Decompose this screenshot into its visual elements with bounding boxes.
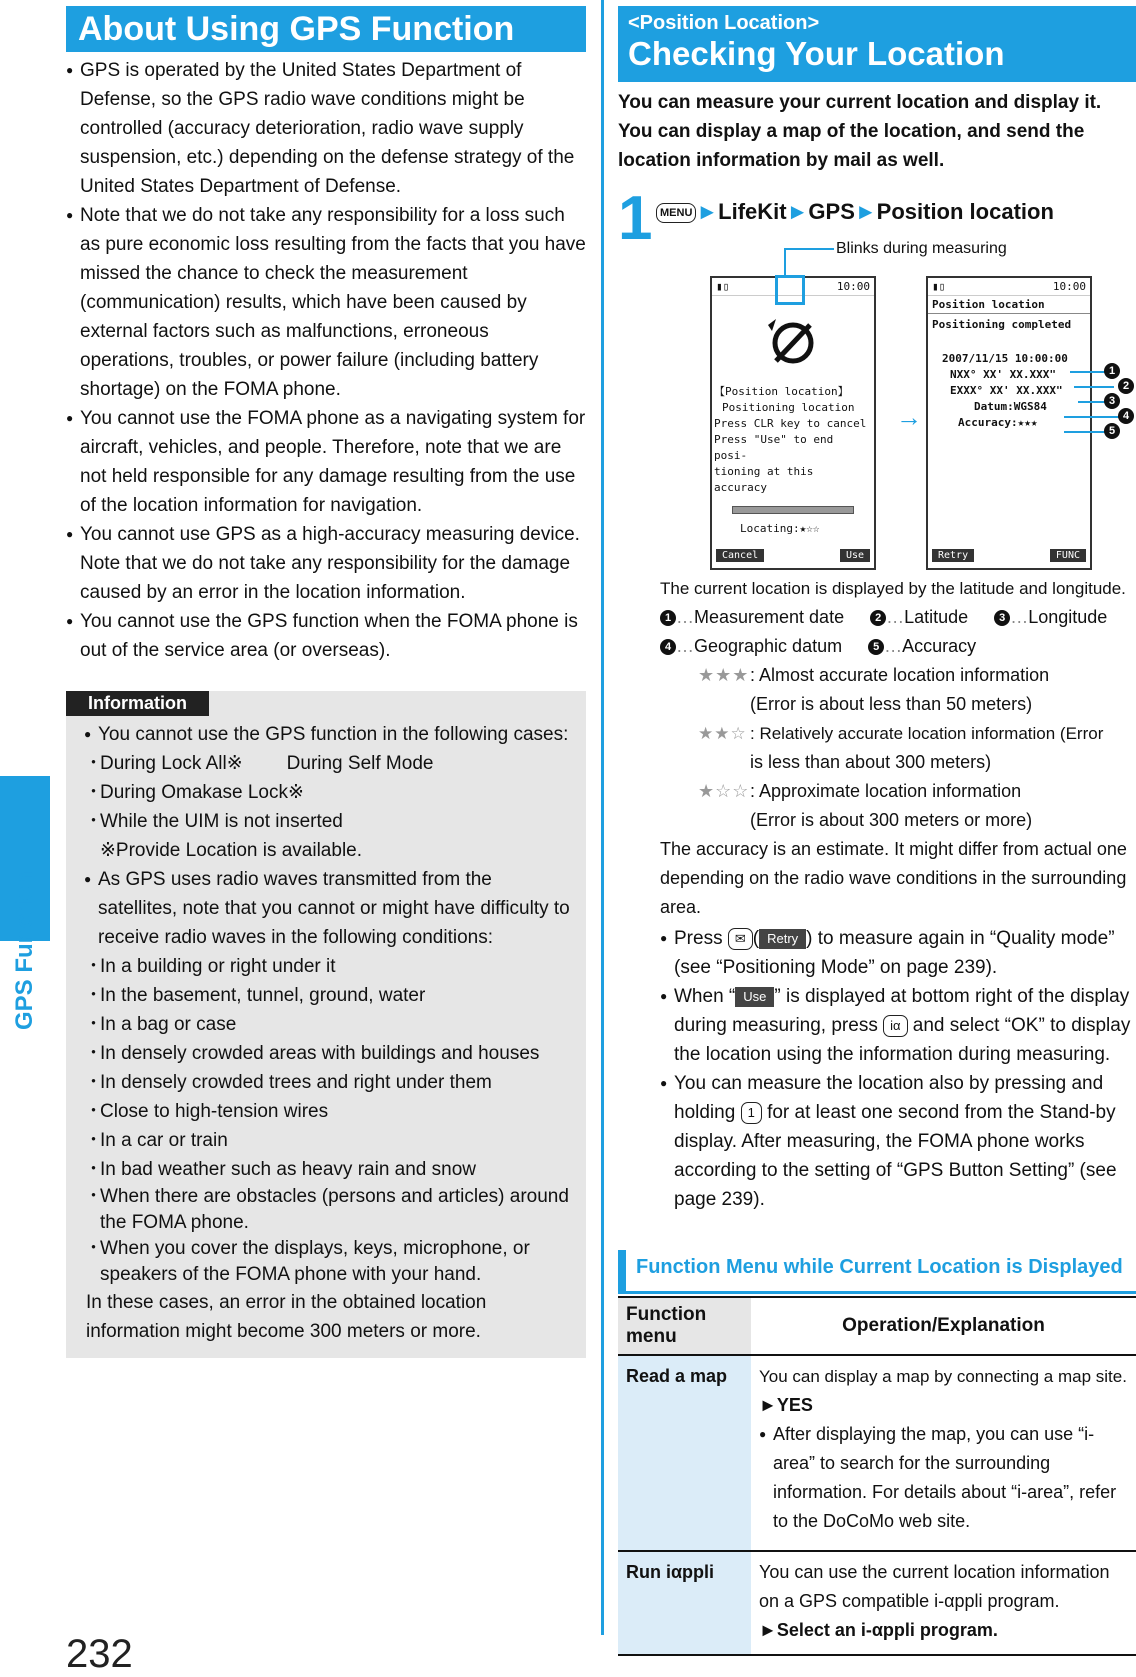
note-text: You can measure the location also by pressing and holding xyxy=(674,1073,1104,1123)
accuracy-level xyxy=(660,661,1136,719)
locating-indicator: Locating:★☆☆ xyxy=(740,522,820,535)
list-item: ・ In the basement, tunnel, ground, water xyxy=(84,981,576,1010)
unavailable-cases-list xyxy=(84,749,576,836)
menu-key-icon: MENU xyxy=(656,203,696,223)
legend-label: Accuracy xyxy=(902,636,977,656)
stars-icon: ★★★ xyxy=(698,665,750,685)
accuracy-level xyxy=(660,777,1136,835)
softkey-use[interactable]: Use xyxy=(840,549,870,562)
list-item: ・ In bad weather such as heavy rain and snow xyxy=(84,1155,576,1184)
callout-1: 1 xyxy=(1104,363,1120,379)
callout-3: 3 xyxy=(1104,393,1120,409)
latitude: NXX° XX' XX.XXX" xyxy=(950,368,1056,381)
detail-step: ►Select an i-αppli program. xyxy=(759,1620,998,1640)
list-item: ・ During Omakase Lock※ xyxy=(84,778,576,807)
measurement-date: 2007/11/15 10:00:00 xyxy=(942,352,1068,365)
list-item xyxy=(660,1069,1136,1214)
detail-step: ►YES xyxy=(759,1395,813,1415)
table-row xyxy=(618,1551,1136,1655)
accuracy-text: : Almost accurate location information xyxy=(750,665,1050,685)
legend-row: 1 …Measurement date 2 …Latitude 3 …Longitude xyxy=(660,603,1136,632)
softkeys xyxy=(932,549,1086,562)
arrow-icon: ► xyxy=(786,199,809,224)
intro-text: You can measure your current location and display it. You can display a map of the location, and send the location information by mail as well. xyxy=(618,92,1102,171)
estimate-text: The accuracy is an estimate. It might differ from actual one depending on the radio wave conditions in the surrounding area. xyxy=(660,839,1127,917)
info-bullet: ● As GPS uses radio waves transmitted from the satellites, note that you cannot or might have difficulty to receive radio waves in the following conditions: xyxy=(84,865,576,952)
list-item: ● GPS is operated by the United States Department of Defense, so the GPS radio wave conditions might be controlled (accuracy deterioration, radio wave supply suspension, etc.) depending on the defense strategy of the United States Department of Defense. xyxy=(66,56,586,201)
location-description xyxy=(660,574,1136,1214)
information-tag: Information xyxy=(66,691,209,716)
legend-label: Longitude xyxy=(1028,607,1108,627)
softkey-cancel[interactable]: Cancel xyxy=(716,549,764,562)
accuracy-text: : Approximate location information xyxy=(750,781,1022,801)
function-menu-heading: Function Menu while Current Location is Displayed xyxy=(618,1250,1136,1294)
callout-line xyxy=(1064,416,1120,418)
side-label: GPS Function xyxy=(11,871,38,1030)
callout-2: 2 xyxy=(1118,378,1134,394)
badge-3: 3 xyxy=(994,610,1010,626)
section-heading-checking-location xyxy=(618,6,1136,82)
arrow-icon: ► xyxy=(696,199,719,224)
note-text: When “ xyxy=(674,986,736,1007)
step-number: 1 xyxy=(618,184,653,253)
clock: 10:00 xyxy=(836,280,870,293)
note-text: and select “OK” to display the location using the information during measuring. xyxy=(674,1015,1131,1065)
mail-key-icon: ✉ xyxy=(728,928,753,950)
blink-label: Blinks during measuring xyxy=(836,240,1007,257)
note-text: ” is displayed at bottom right of the display during measuring, press xyxy=(674,986,1130,1036)
screen-line: Press CLR key to cancel xyxy=(714,417,867,430)
section-heading-about-gps: About Using GPS Function xyxy=(66,6,586,52)
gps-notes-list xyxy=(66,56,586,665)
list-item: ・ In a building or right under it xyxy=(84,952,576,981)
longitude: EXXX° XX' XX.XXX" xyxy=(950,384,1063,397)
softkey-retry[interactable]: Retry xyxy=(932,549,974,562)
screen-title: Position location xyxy=(928,296,1090,314)
right-arrow-icon: → xyxy=(896,402,922,432)
list-item: ・ In a bag or case xyxy=(84,1010,576,1039)
clock: 10:00 xyxy=(1052,280,1086,293)
row-detail xyxy=(751,1551,1136,1655)
accuracy-subtext: (Error is about 300 meters or more) xyxy=(750,810,1033,830)
measurement-notes xyxy=(660,924,1136,1214)
signal-icon: ▮▯ xyxy=(932,280,946,293)
list-item: ・ Close to high-tension wires xyxy=(84,1097,576,1126)
step-item-position-location: Position location xyxy=(876,199,1054,224)
screen-line: Positioning location xyxy=(722,401,855,414)
row-detail xyxy=(751,1355,1136,1551)
badge-2: 2 xyxy=(870,610,886,626)
stars-icon: ★★☆ xyxy=(698,724,747,743)
list-item xyxy=(84,749,576,778)
softkeys xyxy=(716,549,870,562)
legend-label: Latitude xyxy=(904,607,969,627)
callout-5: 5 xyxy=(1104,423,1120,439)
arrow-icon: ► xyxy=(854,199,877,224)
status-bar xyxy=(928,278,1090,296)
detail-text: You can display a map by connecting a map site. xyxy=(759,1367,1127,1386)
retry-softkey-icon: Retry xyxy=(759,929,806,949)
phone-screen-result xyxy=(926,276,1092,570)
phone-screen-measuring xyxy=(710,276,876,570)
callout-4: 4 xyxy=(1118,408,1134,424)
detail-bullet: ● After displaying the map, you can use “i-area” to search for the surrounding information. For details about “i-area”, refer to the DoCoMo web site. xyxy=(759,1420,1128,1536)
list-item: ● Note that we do not take any responsibility for a loss such as pure economic loss resulting from the facts that you have missed the chance to check the measurement (communication) results, which have been caused by external factors such as malfunctions, erroneous operations, troubles, or power failure (including battery shortage) on the FOMA phone. xyxy=(66,201,586,404)
list-item xyxy=(660,982,1136,1069)
page-number: 232 xyxy=(66,1632,133,1676)
legend-label: Measurement date xyxy=(694,607,845,627)
col-function-menu: Function menu xyxy=(618,1297,751,1355)
step-instruction xyxy=(656,199,1054,225)
accuracy-level xyxy=(660,719,1136,777)
list-item: ● You cannot use GPS as a high-accuracy measuring device. Note that we do not take any responsibility for the damage caused by an error in the location information. xyxy=(66,520,586,607)
screen-line: Press "Use" to end posi- xyxy=(714,433,834,462)
right-column xyxy=(618,6,1136,253)
blink-pointer-line xyxy=(784,248,786,278)
badge-5: 5 xyxy=(868,639,884,655)
heading-subtitle: <Position Location> xyxy=(628,12,820,34)
softkey-func[interactable]: FUNC xyxy=(1050,549,1086,562)
step-item-lifekit: LifeKit xyxy=(718,199,787,224)
callout-line xyxy=(1064,431,1106,433)
blink-highlight xyxy=(775,275,805,305)
screen-status: Positioning completed xyxy=(932,318,1072,331)
provide-location-note: ※Provide Location is available. xyxy=(100,840,363,861)
note-text: for at least one second from the Stand-by display. After measuring, the FOMA phone works according to the setting of “GPS Button Setting” (see page 239). xyxy=(674,1102,1117,1210)
table-header xyxy=(618,1297,1136,1355)
desc-text: The current location is displayed by the latitude and longitude. xyxy=(660,579,1126,598)
info-bullet: ● You cannot use the GPS function in the following cases: xyxy=(84,720,576,749)
accuracy: Accuracy:★★★ xyxy=(958,416,1038,429)
badge-4: 4 xyxy=(660,639,676,655)
badge-1: 1 xyxy=(660,610,676,626)
progress-bar xyxy=(732,506,854,514)
info-closing: In these cases, an error in the obtained location information might become 300 meters or more. xyxy=(86,1292,487,1342)
column-divider xyxy=(601,0,604,1635)
conditions-list xyxy=(84,952,576,1288)
information-box xyxy=(66,691,586,1358)
stars-icon: ★☆☆ xyxy=(698,781,750,801)
detail-text: You can use the current location information on a GPS compatible i-αppli program. xyxy=(759,1562,1110,1611)
heading-title: Checking Your Location xyxy=(628,35,1005,72)
signal-icon: ▮▯ xyxy=(716,280,730,293)
left-column xyxy=(66,6,586,1358)
step-item-gps: GPS xyxy=(808,199,855,224)
note-text: ) to measure again in “Quality mode” (see “Positioning Mode” on page 239). xyxy=(674,928,1115,978)
list-item: ・ In densely crowded trees and right under them xyxy=(84,1068,576,1097)
i-appli-key-icon: iα xyxy=(883,1015,907,1037)
callout-line xyxy=(1074,386,1114,388)
list-item: ・ While the UIM is not inserted xyxy=(84,807,576,836)
list-item: ● You cannot use the FOMA phone as a navigating system for aircraft, vehicles, and people. Therefore, note that we are not held responsible for any damage resulting from the use of the location information for navigation. xyxy=(66,404,586,520)
datum: Datum:WGS84 xyxy=(974,400,1047,413)
screen-line: tioning at this accuracy xyxy=(714,465,814,494)
table-row xyxy=(618,1355,1136,1551)
list-item: ● Press ✉ ( Retry ) to measure again in “Quality mode” (see “Positioning Mode” on page 239). xyxy=(660,924,1136,982)
row-name-read-map: Read a map xyxy=(618,1355,751,1551)
blink-pointer-line xyxy=(784,248,834,250)
accuracy-text: : Relatively accurate location information (Error xyxy=(750,724,1104,743)
use-softkey-icon: Use xyxy=(735,987,774,1007)
list-item: ・ When you cover the displays, keys, microphone, or speakers of the FOMA phone with your hand. xyxy=(84,1236,576,1288)
list-item: ● You cannot use the GPS function when the FOMA phone is out of the service area (or overseas). xyxy=(66,607,586,665)
accuracy-subtext: is less than about 300 meters) xyxy=(750,752,992,772)
list-item: ・ When there are obstacles (persons and articles) around the FOMA phone. xyxy=(84,1184,576,1236)
case-self-mode: During Self Mode xyxy=(286,753,434,774)
accuracy-subtext: (Error is about less than 50 meters) xyxy=(750,694,1033,714)
case-lock-all: During Lock All※ xyxy=(100,753,243,774)
key-1-icon: 1 xyxy=(741,1102,762,1124)
legend-row: 4 …Geographic datum 5 …Accuracy xyxy=(660,632,1136,661)
screen-line: 【Position location】 xyxy=(714,385,849,398)
list-item: ・ In densely crowded areas with buildings and houses xyxy=(84,1039,576,1068)
row-name-run-iappli: Run iαppli xyxy=(618,1551,751,1655)
col-operation: Operation/Explanation xyxy=(751,1297,1136,1355)
legend-label: Geographic datum xyxy=(694,636,843,656)
satellite-icon xyxy=(712,296,874,384)
list-item: ・ In a car or train xyxy=(84,1126,576,1155)
function-menu-table xyxy=(618,1296,1136,1656)
note-text: Press xyxy=(674,928,728,949)
